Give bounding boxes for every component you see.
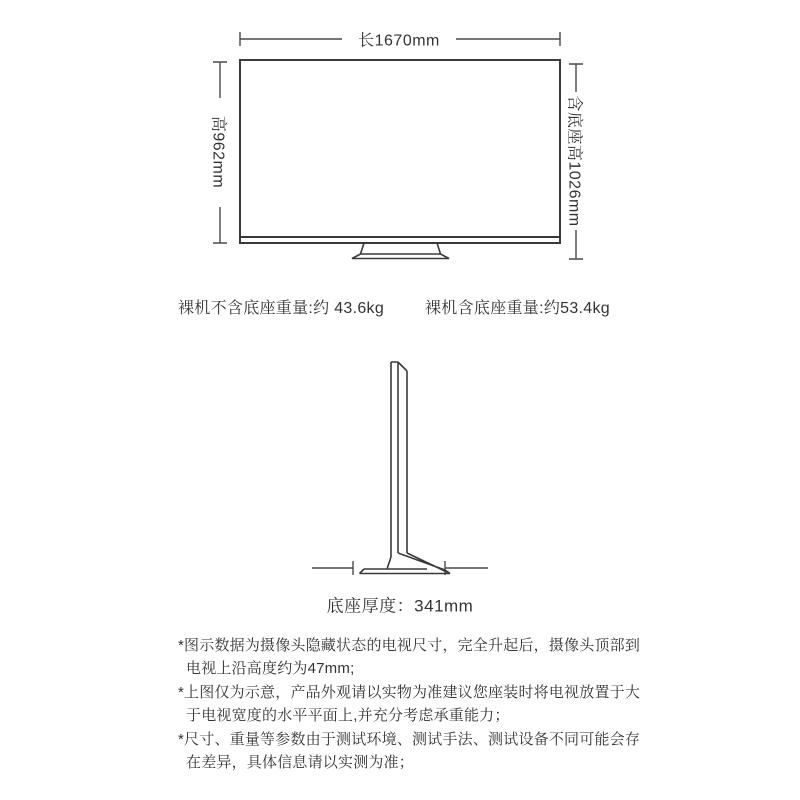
total-height-dimension-label: 含底座高1026mm [565, 95, 583, 227]
footnotes [178, 634, 648, 775]
footnote-line: *图示数据为摄像头隐藏状态的电视尺寸，完全升起后，摄像头顶部到 [178, 637, 641, 654]
tv-side-stand-base [360, 569, 451, 574]
tv-front-stand-neck [361, 243, 441, 254]
footnote-camera-height [178, 634, 648, 680]
footnote-placement-advice [178, 681, 648, 727]
footnote-measurement-disclaimer [178, 728, 648, 774]
stand-depth-dimension-label: 底座厚度：341mm [326, 596, 474, 616]
tv-side-panel-foot-joint [387, 557, 391, 569]
footnote-line: *上图仅为示意，产品外观请以实物为准建议您座装时将电视放置于大 [178, 684, 641, 701]
footnote-line: *尺寸、重量等参数由于测试环境、测试手法、测试设备不同可能会存 [178, 731, 641, 748]
footnote-line: 在差异，具体信息请以实测为准； [186, 754, 415, 771]
tv-front-screen [240, 60, 560, 243]
width-dimension-label: 长1670mm [358, 32, 440, 50]
footnote-line: 电视上沿高度约为47mm; [186, 660, 355, 677]
weight-without-stand-label: 裸机不含底座重量:约 43.6kg [178, 300, 385, 317]
footnote-line: 于电视宽度的水平平面上,并充分考虑承重能力； [186, 707, 510, 724]
height-dimension-label: 高962mm [209, 115, 227, 189]
tv-side-stand-strut [398, 553, 450, 574]
tv-side-panel [391, 362, 407, 557]
weight-with-stand-label: 裸机含底座重量:约53.4kg [425, 300, 610, 317]
